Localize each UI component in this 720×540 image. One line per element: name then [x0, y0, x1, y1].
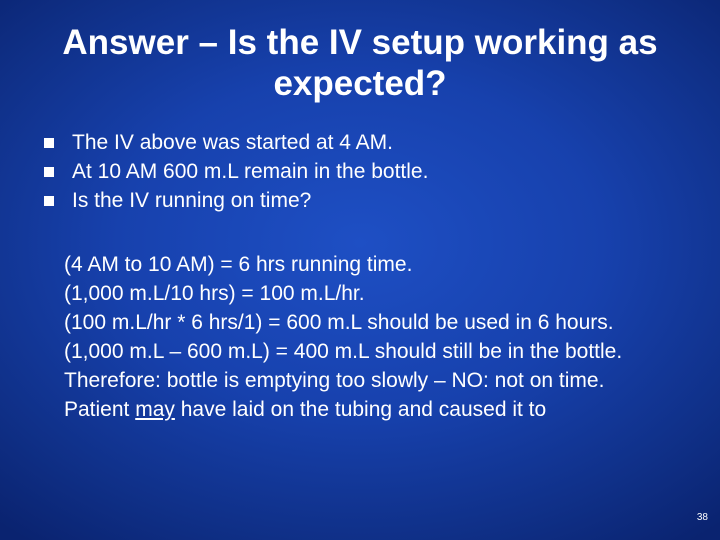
bullet-item: [44, 157, 428, 186]
calculation-line-truncated: [64, 397, 684, 422]
calculation-line: (100 m.L/hr * 6 hrs/1) = 600 m.L should be used in 6 hours.: [64, 311, 614, 334]
bullet-list: [44, 128, 428, 215]
square-bullet-icon: [44, 196, 54, 206]
square-bullet-icon: [44, 167, 54, 177]
square-bullet-icon: [44, 138, 54, 148]
bullet-text: At 10 AM 600 m.L remain in the bottle.: [72, 160, 429, 183]
slide-title: Answer – Is the IV setup working as expected?: [62, 23, 658, 103]
calculation-list: [64, 252, 684, 426]
last-line-before: Patient: [64, 398, 136, 421]
bullet-item: [44, 186, 428, 215]
bullet-text: The IV above was started at 4 AM.: [72, 131, 393, 154]
bullet-item: [44, 128, 428, 157]
underlined-word: may: [135, 398, 175, 421]
calculation-line: (1,000 m.L – 600 m.L) = 400 m.L should still be in the bottle.: [64, 340, 623, 363]
calculation-line: Therefore: bottle is emptying too slowly – NO: not on time.: [64, 369, 605, 392]
last-line-after: have laid on the tubing and caused it to: [174, 398, 547, 421]
calculation-line: (1,000 m.L/10 hrs) = 100 m.L/hr.: [64, 282, 365, 305]
calculation-line: (4 AM to 10 AM) = 6 hrs running time.: [64, 253, 413, 276]
page-number: 38: [696, 512, 708, 523]
bullet-text: Is the IV running on time?: [72, 189, 312, 212]
